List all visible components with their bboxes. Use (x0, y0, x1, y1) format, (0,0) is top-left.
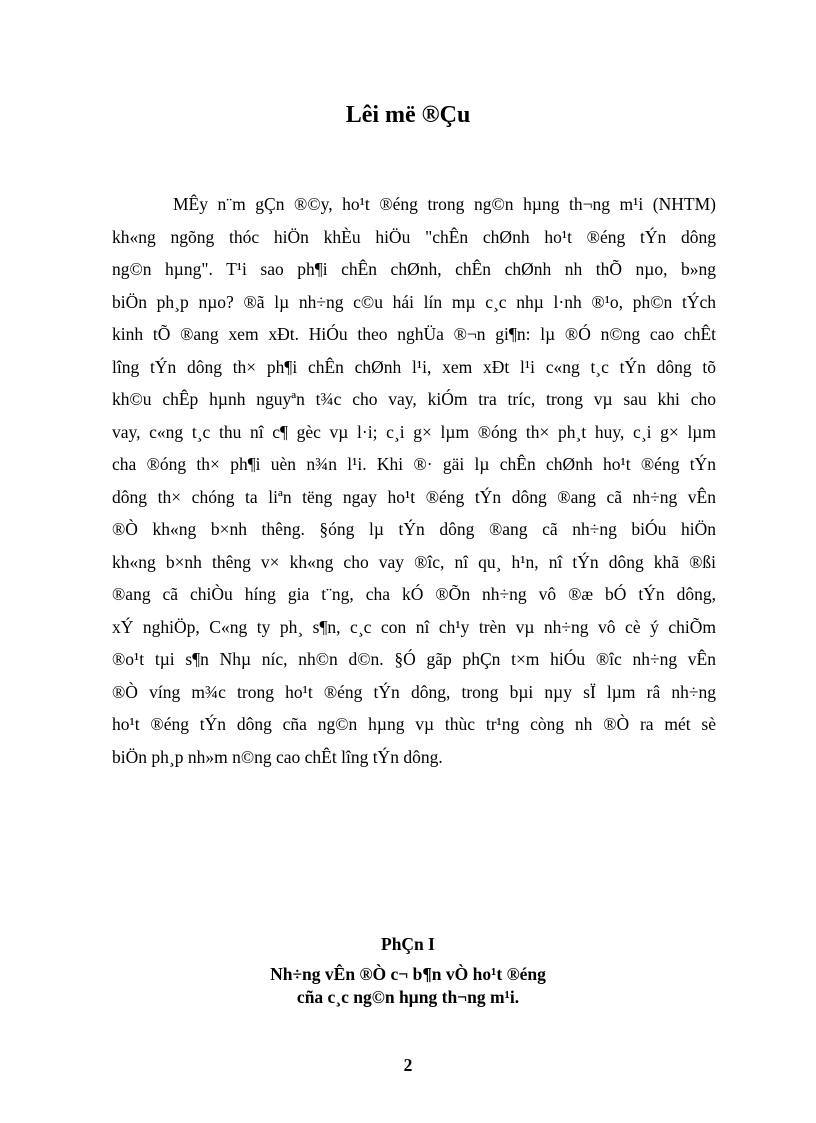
paragraph-line: kinh tÕ ®ang xem xÐt. HiÓu theo nghÜa ®¬n gi¶n: lµ ®Ó n©ng cao chÊt (112, 324, 716, 344)
paragraph-line: ®Ò kh«ng b×nh thêng. §óng lµ tÝn dông ®ang cã nh÷ng biÓu hiÖn (112, 519, 716, 539)
paragraph-line: ®o¹t tµi s¶n Nhµ níc, nh©n d©n. §Ó gãp phÇn t×m hiÓu ®îc nh÷ng vÊn (112, 649, 716, 669)
paragraph-line: ng©n hµng". T¹i sao ph¶i chÊn chØnh, chÊn chØnh nh thÕ nµo, b»ng (112, 259, 716, 279)
page-title: Lêi më ®Çu (345, 102, 471, 128)
paragraph-line: ®ang cã chiÒu híng gia t¨ng, cha kÓ ®Õn nh÷ng vô ®æ bÓ tÝn dông, (112, 584, 716, 604)
paragraph-line: cha ®óng th× ph¶i uèn n¾n l¹i. Khi ®· gäi lµ chÊn chØnh ho¹t ®éng tÝn (112, 454, 716, 474)
paragraph-line: dông th× chóng ta liªn tëng ngay ho¹t ®éng tÝn dông ®ang cã nh÷ng vÊn (112, 486, 716, 507)
part-title-line-1: Nh÷ng vÊn ®Ò c¬ b¶n vÒ ho¹t ®éng (270, 964, 546, 984)
intro-paragraph (112, 188, 716, 773)
part-label: PhÇn I (381, 934, 435, 954)
paragraph-line: biÖn ph¸p nh»m n©ng cao chÊt lîng tÝn dông. (112, 746, 443, 767)
paragraph-line: ho¹t ®éng tÝn dông cña ng©n hµng vµ thùc tr¹ng còng nh ®Ò ra mét sè (112, 714, 716, 734)
page-number: 2 (403, 1055, 413, 1075)
paragraph-line: kh©u chÊp hµnh nguyªn t¾c cho vay, kiÓm tra tríc, trong vµ sau khi cho (112, 389, 716, 409)
part-title-line-2: cña c¸c ng©n hµng th¬ng m¹i. (296, 987, 520, 1007)
paragraph-line: kh«ng ngõng thóc hiÖn khÈu hiÖu "chÊn chØnh ho¹t ®éng tÝn dông (112, 226, 716, 247)
paragraph-line: lîng tÝn dông th× ph¶i chÊn chØnh l¹i, xem xÐt l¹i c«ng t¸c tÝn dông tõ (112, 356, 716, 377)
paragraph-line: biÖn ph¸p nµo? ®ã lµ nh÷ng c©u hái lín mµ c¸c nhµ l·nh ®¹o, ph©n tÝch (112, 291, 716, 312)
paragraph-line: MÊy n¨m gÇn ®©y, ho¹t ®éng trong ng©n hµng th¬ng m¹i (NHTM) (173, 194, 716, 214)
paragraph-line: ®Ò víng m¾c trong ho¹t ®éng tÝn dông, trong bµi nµy sÏ lµm râ nh÷ng (112, 681, 716, 702)
paragraph-line: xÝ nghiÖp, C«ng ty ph¸ s¶n, c¸c con nî ch¹y trèn vµ nh÷ng vô cè ý chiÕm (112, 616, 716, 637)
paragraph-line: kh«ng b×nh thêng v× kh«ng cho vay ®îc, nî qu¸ h¹n, nî tÝn dông khã ®ßi (112, 551, 716, 572)
paragraph-line: vay, c«ng t¸c thu nî c¶ gèc vµ l·i; c¸i g× lµm ®óng th× ph¸t huy, c¸i g× lµm (112, 421, 716, 442)
